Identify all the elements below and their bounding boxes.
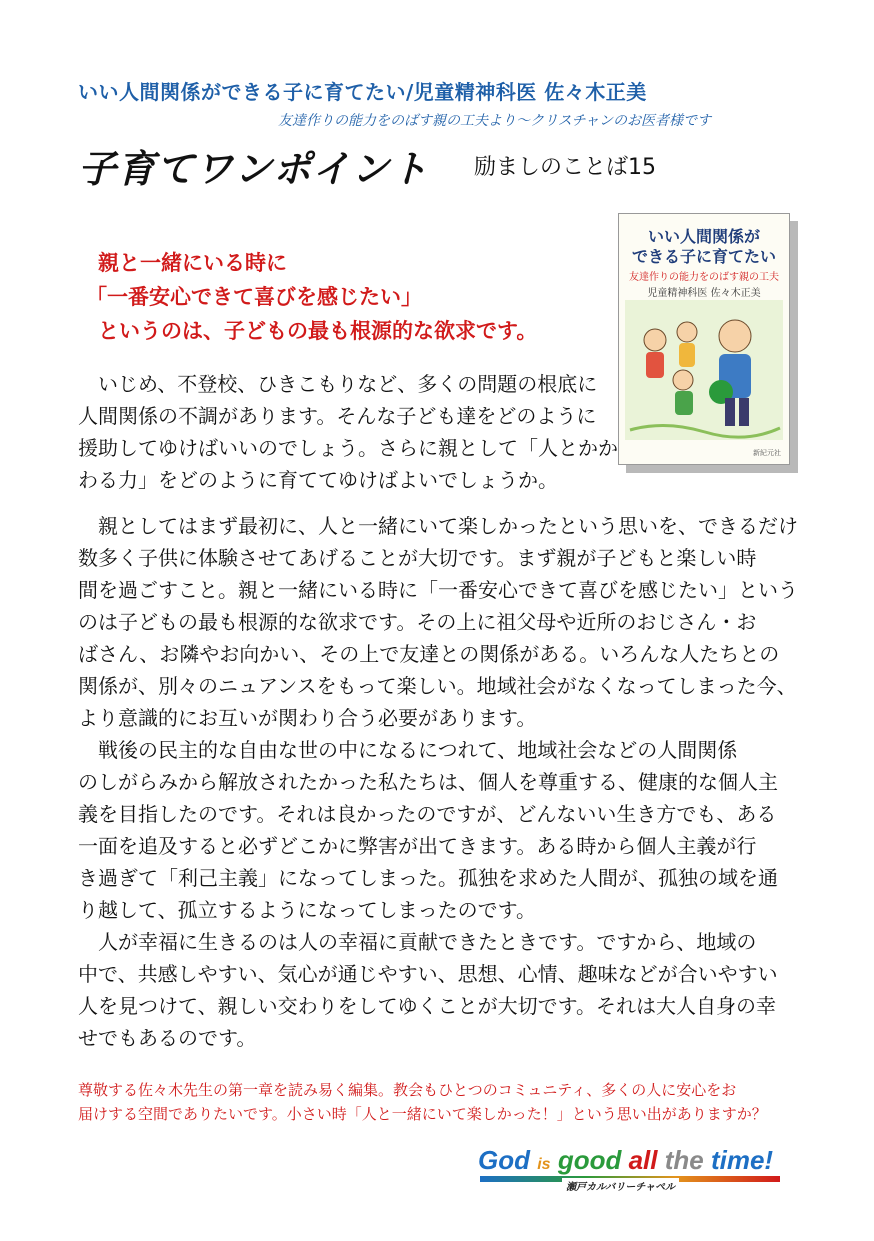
header-title: いい人間関係ができる子に育てたい/児童精神科医 佐々木正美 (78, 80, 647, 104)
book-title-line2: できる子に育てたい (631, 247, 776, 266)
text-line: り越して、孤立するようになってしまったのです。 (78, 898, 536, 922)
footer-note-line: 尊敬する佐々木先生の第一章を読み易く編集。教会もひとつのコミュニティ、多くの人に安心をお (78, 1081, 737, 1099)
lead-quote (86, 246, 598, 348)
text-line: き過ぎて「利己主義」になってしまった。孤独を求めた人間が、孤独の域を通 (78, 866, 778, 890)
text-line: 関係が、別々のニュアンスをもって楽しい。地域社会がなくなってしまった今、 (78, 674, 797, 698)
text-line: 人を見つけて、親しい交わりをしてゆくことが大切です。それは大人自身の幸 (78, 994, 776, 1018)
text-line: 援助してゆけばいいのでしょう。さらに親として「人とかか (78, 436, 618, 460)
text-line: せでもあるのです。 (78, 1026, 257, 1050)
lead-line: 親と一緒にいる時に (98, 251, 287, 275)
body-paragraph-3 (78, 926, 798, 1054)
text-line: のは子どもの最も根源的な欲求です。その上に祖父母や近所のおじさん・お (78, 610, 757, 634)
book-publisher: 新紀元社 (753, 449, 781, 457)
text-line: 中で、共感しやすい、気心が通じやすい、思想、心情、趣味などが合いやすい (78, 962, 778, 986)
text-line: より意識的にお互いが関わり合う必要があります。 (78, 706, 537, 730)
book-author: 児童精神科医 佐々木正美 (647, 288, 761, 299)
logo-wordmark (478, 1145, 773, 1176)
logo-word: good (557, 1145, 622, 1175)
text-line: 義を目指したのです。それは良かったのですが、どんないい生き方でも、ある (78, 802, 777, 826)
text-line: ばさん、お隣やお向かい、その上で友達との関係がある。いろんな人たちとの (78, 642, 780, 666)
text-line: いじめ、不登校、ひきこもりなど、多くの問題の根底に (78, 372, 598, 396)
logo-word: the (664, 1145, 704, 1175)
text-line: 親としてはまず最初に、人と一緒にいて楽しかったという思いを、できるだけ (78, 514, 798, 538)
text-line: 人が幸福に生きるのは人の幸福に貢献できたときです。ですから、地域の (78, 930, 757, 954)
book-cover (618, 213, 790, 465)
church-logo (478, 1145, 788, 1195)
body-paragraph-2 (78, 510, 798, 926)
book-illustration (625, 300, 783, 440)
text-line: 戦後の民主的な自由な世の中になるにつれて、地域社会などの人間関係 (78, 738, 738, 762)
logo-word: all (628, 1145, 658, 1175)
logo-word: is (537, 1156, 551, 1173)
footer-note (78, 1078, 798, 1126)
text-line: わる力」をどのように育ててゆけばよいでしょうか。 (78, 468, 558, 492)
text-line: 数多く子供に体験させてあげることが大切です。まず親が子どもと楽しい時 (78, 546, 757, 570)
text-line: 間を過ごすこと。親と一緒にいる時に「一番安心できて喜びを感じたい」という (78, 578, 798, 602)
lead-line: 「一番安心できて喜びを感じたい」 (86, 285, 422, 309)
book-title-line1: いい人間関係が (647, 227, 760, 246)
lead-line: というのは、子どもの最も根源的な欲求です。 (98, 319, 538, 343)
logo-word: time! (710, 1145, 774, 1175)
logo-church-name: 瀬戸カルバリーチャペル (562, 1178, 679, 1193)
header-subtitle: 友達作りの能力をのばす親の工夫より～クリスチャンのお医者様です (278, 113, 712, 129)
text-line: 一面を追及すると必ずどこかに弊害が出てきます。ある時から個人主義が行 (78, 834, 757, 858)
heading-row (78, 138, 798, 191)
page-title: 子育てワンポイント (78, 147, 430, 191)
logo-word: God (478, 1145, 530, 1175)
book-subtitle: 友達作りの能力をのばす親の工夫 (629, 272, 779, 283)
text-line: のしがらみから解放されたかった私たちは、個人を尊重する、健康的な個人主 (78, 770, 778, 794)
series-label: 励ましのことば15 (474, 155, 656, 180)
footer-note-line: 届けする空間でありたいです。小さい時「人と一緒にいて楽しかった！」という思い出がありますか？ (78, 1105, 767, 1123)
body-paragraph-1 (78, 368, 618, 496)
text-line: 人間関係の不調があります。そんな子ども達をどのように (78, 404, 597, 428)
